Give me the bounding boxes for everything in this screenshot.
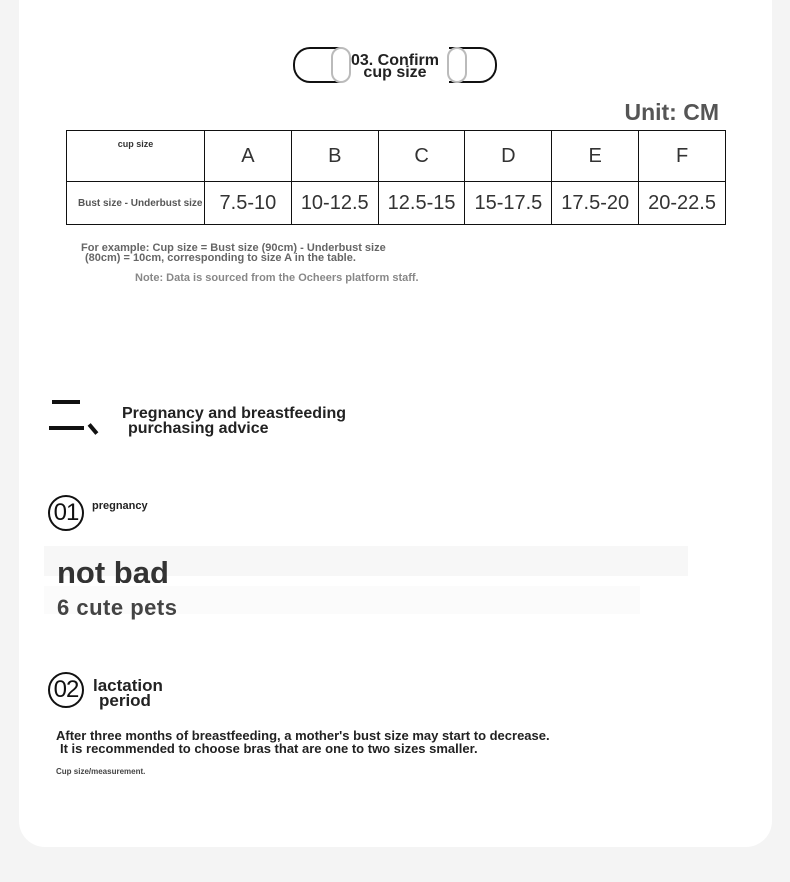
table-column-header: F — [639, 131, 726, 182]
example-line1: For example: Cup size = Bust size (90cm) - Underbust size — [81, 242, 386, 254]
item2-title-line1: lactation — [93, 676, 163, 695]
section-two-title — [122, 406, 346, 436]
table-cell: 15-17.5 — [465, 182, 552, 225]
section-title-line2: cup size — [363, 64, 427, 81]
table-cell: 17.5-20 — [552, 182, 639, 225]
table-header-row — [67, 131, 726, 182]
item2-advice — [56, 729, 676, 755]
table-cell: 10-12.5 — [291, 182, 378, 225]
table-column-header: B — [291, 131, 378, 182]
data-source-note: Note: Data is sourced from the Ocheers platform staff. — [135, 272, 419, 284]
cup-size-table — [66, 130, 726, 225]
item1-subheading: 6 cute pets — [57, 595, 178, 620]
section-two-title-line2: purchasing advice — [128, 420, 269, 437]
item2-advice-line1: After three months of breastfeeding, a mother's bust size may start to decrease. — [56, 728, 550, 743]
item1-number-badge: 01 — [48, 495, 84, 531]
example-text — [81, 243, 641, 263]
table-cell: 7.5-10 — [205, 182, 292, 225]
table-row — [67, 182, 726, 225]
item2-footnote: Cup size/measurement. — [56, 767, 146, 776]
item2-number-badge: 02 — [48, 672, 84, 708]
table-column-header: A — [205, 131, 292, 182]
item1-title: pregnancy — [92, 500, 148, 512]
table-cell: 20-22.5 — [639, 182, 726, 225]
section-title-pill — [293, 47, 497, 82]
item2-title — [93, 678, 163, 708]
table-header-label: cup size — [67, 131, 205, 182]
section-two-title-line1: Pregnancy and breastfeeding — [122, 405, 347, 422]
example-line2: (80cm) = 10cm, corresponding to size A in the table. — [85, 252, 356, 264]
table-row-label: Bust size - Underbust size — [67, 182, 205, 225]
item2-title-line2: period — [99, 691, 151, 710]
table-column-header: E — [552, 131, 639, 182]
section-two-numeral-icon — [49, 400, 109, 434]
item1-heading: not bad — [57, 555, 169, 583]
item2-advice-line2: It is recommended to choose bras that are one to two sizes smaller. — [60, 741, 478, 756]
table-cell: 12.5-15 — [378, 182, 465, 225]
table-column-header: D — [465, 131, 552, 182]
table-column-header: C — [378, 131, 465, 182]
section-title-line1: 03. Confirm — [350, 52, 439, 69]
section-two-header — [49, 400, 499, 440]
unit-label: Unit: CM — [624, 99, 719, 125]
section-title — [313, 52, 477, 81]
